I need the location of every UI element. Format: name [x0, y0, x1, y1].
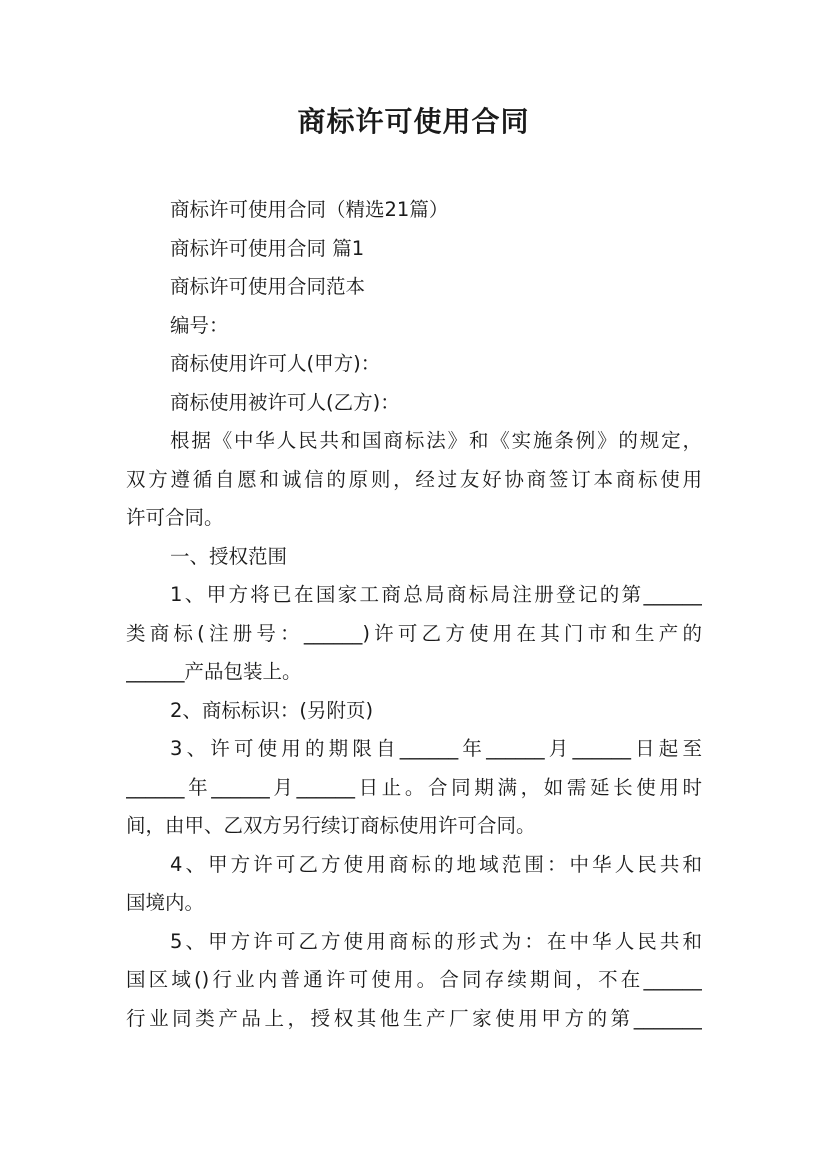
document-title: 商标许可使用合同 — [297, 105, 530, 138]
document-line: 国区域()行业内普通许可使用。合同存续期间，不在______ — [126, 968, 702, 991]
document-line: 间，由甲、乙双方另行续订商标使用许可合同。 — [126, 814, 536, 837]
document-line: 许可合同。 — [126, 506, 224, 529]
document-line: 国境内。 — [126, 891, 205, 914]
document-line: 编号： — [170, 313, 229, 337]
document-line: 商标使用许可人(甲方)： — [170, 352, 381, 375]
document-line: 2、商标标识：(另附页) — [170, 698, 374, 722]
document-line: 行业同类产品上，授权其他生产厂家使用甲方的第_______ — [126, 1006, 702, 1030]
document-line: 商标许可使用合同 篇1 — [170, 236, 365, 260]
document-line: ______产品包装上。 — [126, 660, 302, 683]
document-line: 一、授权范围 — [170, 544, 288, 568]
document-line: 3、许可使用的期限自______年______月______日起至 — [170, 737, 702, 760]
document-line: 4、甲方许可乙方使用商标的地域范围：中华人民共和 — [170, 852, 702, 876]
document-line: ______年______月______日止。合同期满，如需延长使用时 — [126, 775, 702, 799]
document-line: 类商标(注册号：______)许可乙方使用在其门市和生产的 — [126, 621, 702, 645]
document-line: 1、甲方将已在国家工商总局商标局注册登记的第______ — [170, 583, 702, 606]
document-line: 根据《中华人民共和国商标法》和《实施条例》的规定， — [170, 429, 702, 452]
document-line: 商标许可使用合同范本 — [170, 275, 366, 298]
document-line: 双方遵循自愿和诚信的原则，经过友好协商签订本商标使用 — [126, 467, 702, 491]
document-line: 商标使用被许可人(乙方)： — [170, 390, 400, 414]
document-body — [126, 191, 702, 1038]
document-line: 5、甲方许可乙方使用商标的形式为：在中华人民共和 — [170, 929, 702, 953]
document-line: 商标许可使用合同（精选21篇） — [170, 198, 449, 221]
